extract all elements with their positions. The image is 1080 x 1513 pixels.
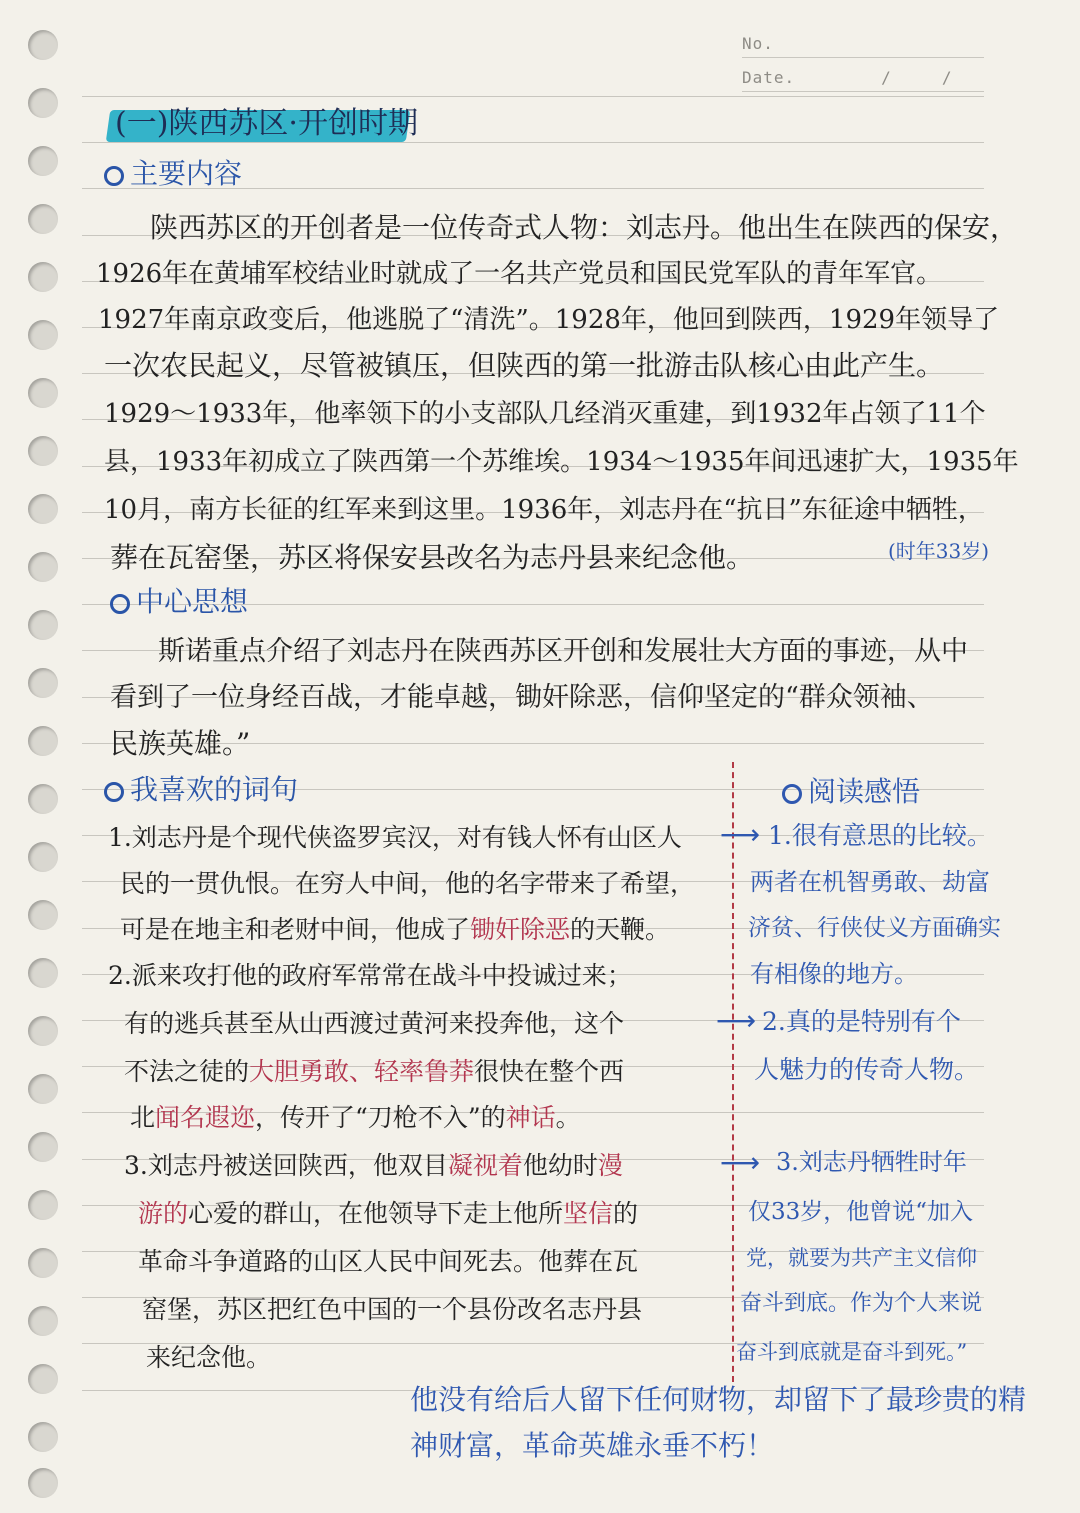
main-content-line: 陕西苏区的开创者是一位传奇式人物：刘志丹。他出生在陕西的保安， xyxy=(150,211,1019,244)
phrase-text: 北 xyxy=(130,1103,156,1132)
phrase-line xyxy=(124,1054,624,1090)
insight-line: 党，就要为共产主义信仰 xyxy=(746,1246,977,1270)
no-label: No. xyxy=(742,34,774,53)
phrase-line xyxy=(138,1196,638,1232)
highlighted-phrase: 大胆勇敢、轻率鲁莽 xyxy=(249,1057,475,1086)
phrase-line: 民的一贯仇恨。在穷人中间，他的名字带来了希望， xyxy=(120,869,696,898)
favorite-phrases-heading-text: 我喜欢的词句 xyxy=(130,773,299,806)
main-content-line: 一次农民起义，尽管被镇压，但陕西的第一批游击队核心由此产生。 xyxy=(104,349,945,382)
main-content-line: 1926年在黄埔军校结业时就成了一名共产党员和国民党军队的青年军官。 xyxy=(96,259,943,289)
phrase-text: 很快在整个西 xyxy=(474,1057,625,1086)
favorite-phrases-heading xyxy=(104,772,298,808)
highlighted-phrase: 漫 xyxy=(597,1151,623,1180)
reading-insights-heading-text: 阅读感悟 xyxy=(808,775,921,808)
highlighted-phrase: 游的 xyxy=(138,1199,189,1228)
phrase-line: 来纪念他。 xyxy=(146,1343,272,1372)
bullet-circle-icon xyxy=(104,166,124,186)
closing-line: 神财富，革命英雄永垂不朽！ xyxy=(410,1429,775,1462)
arrow-right-icon: ⟶ xyxy=(720,818,761,851)
arrow-right-icon: ⟶ xyxy=(716,1004,757,1037)
section-title: (一)陕西苏区·开创时期 xyxy=(115,106,418,141)
insight-line: 1.很有意思的比较。 xyxy=(768,821,992,850)
insight-line: 2.真的是特别有个 xyxy=(762,1007,961,1036)
phrase-text: 他幼时 xyxy=(522,1151,598,1180)
insight-line: 有相像的地方。 xyxy=(750,960,918,988)
phrase-line: 有的逃兵甚至从山西渡过黄河来投奔他，这个 xyxy=(124,1009,625,1038)
phrase-line: 1.刘志丹是个现代侠盗罗宾汉，对有钱人怀有山区人 xyxy=(108,823,682,852)
phrase-text: 心爱的群山，在他领导下走上他所 xyxy=(188,1199,564,1228)
age-note: (时年33岁) xyxy=(888,539,990,563)
phrase-text: 可是在地主和老财中间，他成了 xyxy=(120,915,471,944)
main-content-line: 1929～1933年，他率领下的小支部队几经消灭重建，到1932年占领了11个 xyxy=(104,399,986,429)
bullet-circle-icon xyxy=(782,784,802,804)
main-content-heading xyxy=(104,156,242,192)
phrase-line: 2.派来攻打他的政府军常常在战斗中投诚过来； xyxy=(108,961,632,990)
central-idea-line: 斯诺重点介绍了刘志丹在陕西苏区开创和发展壮大方面的事迹，从中 xyxy=(158,636,968,667)
main-content-line: 10月，南方长征的红军来到这里。1936年，刘志丹在“抗日”东征途中牺牲， xyxy=(104,495,984,525)
date-separator: / xyxy=(941,68,953,87)
reading-insights-heading xyxy=(782,774,920,810)
phrase-text: 的天鞭。 xyxy=(570,915,671,944)
highlighted-phrase: 锄奸除恶 xyxy=(470,915,571,944)
closing-line: 他没有给后人留下任何财物，却留下了最珍贵的精 xyxy=(410,1383,1027,1416)
phrase-line: 革命斗争道路的山区人民中间死去。他葬在瓦 xyxy=(138,1247,639,1276)
insight-line: 奋斗到底。作为个人来说 xyxy=(740,1291,983,1316)
phrase-line xyxy=(124,1148,623,1184)
main-content-heading-text: 主要内容 xyxy=(130,157,243,190)
highlighted-phrase: 神话 xyxy=(505,1103,556,1132)
bullet-circle-icon xyxy=(104,782,124,802)
main-content-line: 葬在瓦窑堡，苏区将保安县改名为志丹县来纪念他。 xyxy=(110,541,755,574)
highlighted-phrase: 凝视着 xyxy=(447,1151,523,1180)
arrow-right-icon: ⟶ xyxy=(720,1146,761,1179)
central-idea-line: 民族英雄。” xyxy=(110,727,251,760)
phrase-line xyxy=(120,912,670,948)
column-divider xyxy=(732,762,734,1382)
central-idea-line: 看到了一位身经百战，才能卓越，锄奸除恶，信仰坚定的“群众领袖、 xyxy=(110,682,934,713)
phrase-text: 3.刘志丹被送回陕西，他双目 xyxy=(124,1151,448,1180)
main-content-line: 县，1933年初成立了陕西第一个苏维埃。1934～1935年间迅速扩大，1935年 xyxy=(104,447,1019,477)
main-content-line: 1927年南京政变后，他逃脱了“清洗”。1928年，他回到陕西，1929年领导了 xyxy=(98,305,1000,335)
insight-line: 仅33岁，他曾说“加入 xyxy=(748,1199,974,1225)
phrase-text: ，传开了“刀枪不入”的 xyxy=(255,1103,506,1132)
insight-line: 两者在机智勇敢、劫富 xyxy=(750,868,990,896)
phrase-line: 窑堡，苏区把红色中国的一个县份改名志丹县 xyxy=(142,1295,643,1324)
phrase-line xyxy=(130,1100,581,1136)
phrase-text: 不法之徒的 xyxy=(124,1057,250,1086)
phrase-text: 的 xyxy=(613,1199,639,1228)
bullet-circle-icon xyxy=(110,594,130,614)
insight-line: 济贫、行侠仗义方面确实 xyxy=(748,915,1001,941)
highlighted-phrase: 坚信 xyxy=(563,1199,614,1228)
insight-line: 3.刘志丹牺牲时年 xyxy=(776,1148,967,1176)
date-separator: / xyxy=(881,68,892,87)
central-idea-heading xyxy=(110,584,248,620)
insight-line: 奋斗到底就是奋斗到死。” xyxy=(736,1340,968,1364)
phrase-text: 。 xyxy=(555,1103,581,1132)
insight-line: 人魅力的传奇人物。 xyxy=(754,1055,980,1084)
date-label: Date. xyxy=(742,68,796,87)
central-idea-heading-text: 中心思想 xyxy=(136,585,249,618)
highlighted-phrase: 闻名遐迩 xyxy=(155,1103,256,1132)
